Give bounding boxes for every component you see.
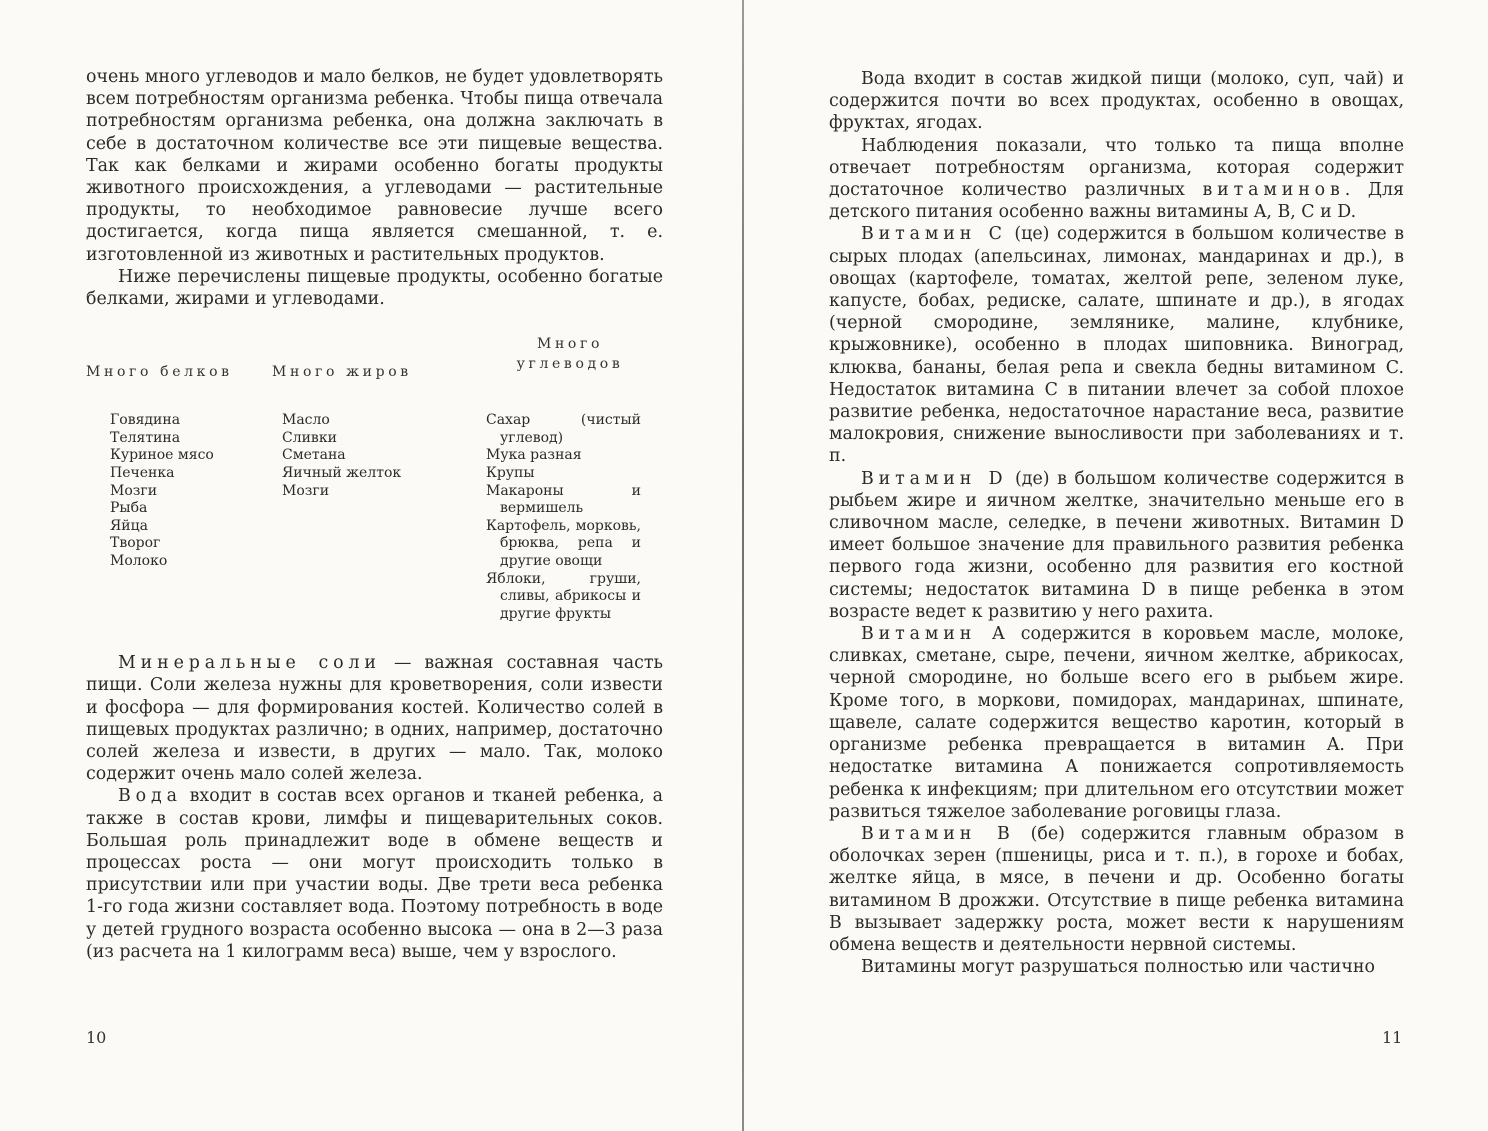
paragraph: очень много углеводов и мало белков, не будет удовлетворять всем потребностям организма ребенка. Чтобы пища отвечала потребностям организма ребенка, она должна заключать в себе в достаточном количестве все эти пищевые вещества. Так как белками и жирами особенно богаты продукты животного происхождения, а углеводами — растительные продукты, то необходимое равновесие лучше всего достигается, когда пища является смешанной, т. е. изготовленной из животных и растительных продуктов. <box>86 67 663 265</box>
right-text-column <box>829 68 1404 978</box>
spaced-term: Витамин A <box>861 624 1010 645</box>
left-page <box>0 0 742 1131</box>
paragraph-minerals <box>86 652 663 785</box>
list-item: Яичный желток <box>282 465 402 482</box>
spaced-term: витаминов <box>1202 180 1345 201</box>
list-item: Сахар (чистый углевод) <box>486 412 641 446</box>
paragraph-vitamin-c <box>829 223 1404 467</box>
paragraph-vitamin-a <box>829 623 1404 823</box>
paragraph: Витамины могут разрушаться полностью или частично <box>861 957 1375 978</box>
spaced-term: Минеральные соли <box>118 653 381 674</box>
paragraph: Ниже перечислены пищевые продукты, особенно богатые белками, жирами и углеводами. <box>86 266 663 310</box>
paragraph: Вода входит в состав жидкой пищи (молоко, суп, чай) и содержится почти во всех продуктах, особенно в овощах, фруктах, ягодах. <box>829 69 1404 134</box>
right-page <box>744 0 1488 1131</box>
list-item: Печенка <box>110 465 175 482</box>
table-header-fats: Много жиров <box>272 364 412 381</box>
list-item: Куриное мясо <box>110 447 214 464</box>
paragraph-text: — важная составная часть пищи. Соли железа нужны для кроветворения, соли извести и фосфора — для формирования костей. Количество солей в пищевых продуктах различно; в одних, например, достаточно солей железа и извести, в других — мало. Так, молоко содержит очень мало солей железа. <box>86 653 663 785</box>
page-number: 10 <box>86 1028 107 1047</box>
list-item: Яйца <box>110 517 148 534</box>
list-item: Макароны и вермишель <box>486 482 641 517</box>
spaced-term: Витамин B <box>861 823 1015 844</box>
list-item: Сметана <box>282 447 346 464</box>
table-header-proteins: Много белков <box>86 364 233 381</box>
paragraph-text: Наблюдения показали, что только та пища вполне отвечает потребностям организма, которая содержит достаточное количество различных <box>829 135 1404 201</box>
paragraph-vitamins <box>829 135 1404 224</box>
list-item: Говядина <box>110 412 181 429</box>
list-item: Яблоки, груши, сливы, абрикосы и другие фрукты <box>486 570 641 622</box>
paragraph-water <box>86 785 663 963</box>
paragraph-text: входит в состав всех органов и тканей ребенка, а также в состав крови, лимфы и пищеварительных соков. Большая роль принадлежит воде в обмене веществ и процессах роста — они могут происходить только в присутствии или при участии воды. Две трети веса ребенка 1-го года жизни составляет вода. Поэтому потребность в воде у детей грудного возраста особенно высока — она в 2—3 раза (из расчета на 1 килограмм веса) выше, чем у взрослого. <box>86 786 663 962</box>
left-text-column <box>86 66 663 963</box>
paragraph-text: (бе) содержится главным образом в оболочках зерен (пшеницы, риса и т. п.), в горохе и бобах, желтке яйца, в мясе, в печени и др. Особенно богаты витамином B дрожжи. Отсутствие в пище ребенка витамина B вызывает задержку роста, может вести к нарушениям обмена веществ и деятельности нервной системы. <box>829 823 1404 955</box>
food-table <box>86 324 663 642</box>
list-item: Рыба <box>110 500 148 517</box>
paragraph-vitamin-d <box>829 468 1404 623</box>
list-item: Молоко <box>110 552 168 569</box>
paragraph-text: (де) в большом количестве содержится в рыбьем жире и яичном желтке, значительно меньше его в сливочном масле, селедке, в печени животных. Витамин D имеет большое значение для правильного развития ребенка первого года жизни, особенно для развития его костной системы; недостаток витамина D в пище ребенка в этом возрасте ведет к развитию у него рахита. <box>829 468 1404 622</box>
list-item: Творог <box>110 535 161 552</box>
list-item: Сливки <box>282 429 337 446</box>
table-header-carbs: Много углеводов <box>516 336 624 373</box>
page-number: 11 <box>1382 1028 1403 1047</box>
spaced-term: Вода <box>118 786 182 807</box>
list-item: Мозги <box>282 482 330 499</box>
list-item: Мозги <box>110 482 158 499</box>
spaced-term: Витамин C <box>861 224 1007 245</box>
paragraph-vitamin-b <box>829 823 1404 956</box>
paragraph-text: . Для детского питания особенно важны витамины A, B, C и D. <box>829 180 1404 223</box>
list-item: Мука разная <box>486 447 582 464</box>
list-item: Телятина <box>110 429 181 446</box>
carbs-list <box>486 412 641 623</box>
paragraph-text: содержится в коровьем масле, молоке, сливках, сметане, сыре, печени, яичном желтке, абрикосах, черной смородине, но больше всего его в рыбьем жире. Кроме того, в моркови, помидорах, мандаринах, шпинате, щавеле, салате содержится вещество каротин, который в организме ребенка превращается в витамин A. При недостатке витамина A понижается сопротивляемость ребенка к инфекциям; при длительном его отсутствии может развиться тяжелое заболевание роговицы глаза. <box>829 624 1404 822</box>
proteins-list <box>110 412 214 570</box>
list-item: Картофель, морковь, брюква, репа и другие овощи <box>486 517 641 569</box>
list-item: Масло <box>282 412 330 429</box>
paragraph-text: (це) содержится в большом количестве в сырых плодах (апельсинах, лимонах, мандаринах и др.), в овощах (картофеле, томатах, желтой репе, зеленом луке, капусте, бобах, редиске, салате, шпинате и др.), в ягодах (черной смородине, землянике, малине, клубнике, крыжовнике), особенно в плодах шиповника. Виноград, клюква, бананы, белая репа и свекла бедны витамином C. Недостаток витамина C в питании влечет за собой плохое развитие ребенка, недостаточное нарастание веса, развитие малокровия, снижение выносливости при заболеваниях и т. п. <box>829 224 1404 467</box>
spaced-term: Витамин D <box>861 468 1008 489</box>
fats-list <box>282 412 401 500</box>
list-item: Крупы <box>486 465 535 482</box>
